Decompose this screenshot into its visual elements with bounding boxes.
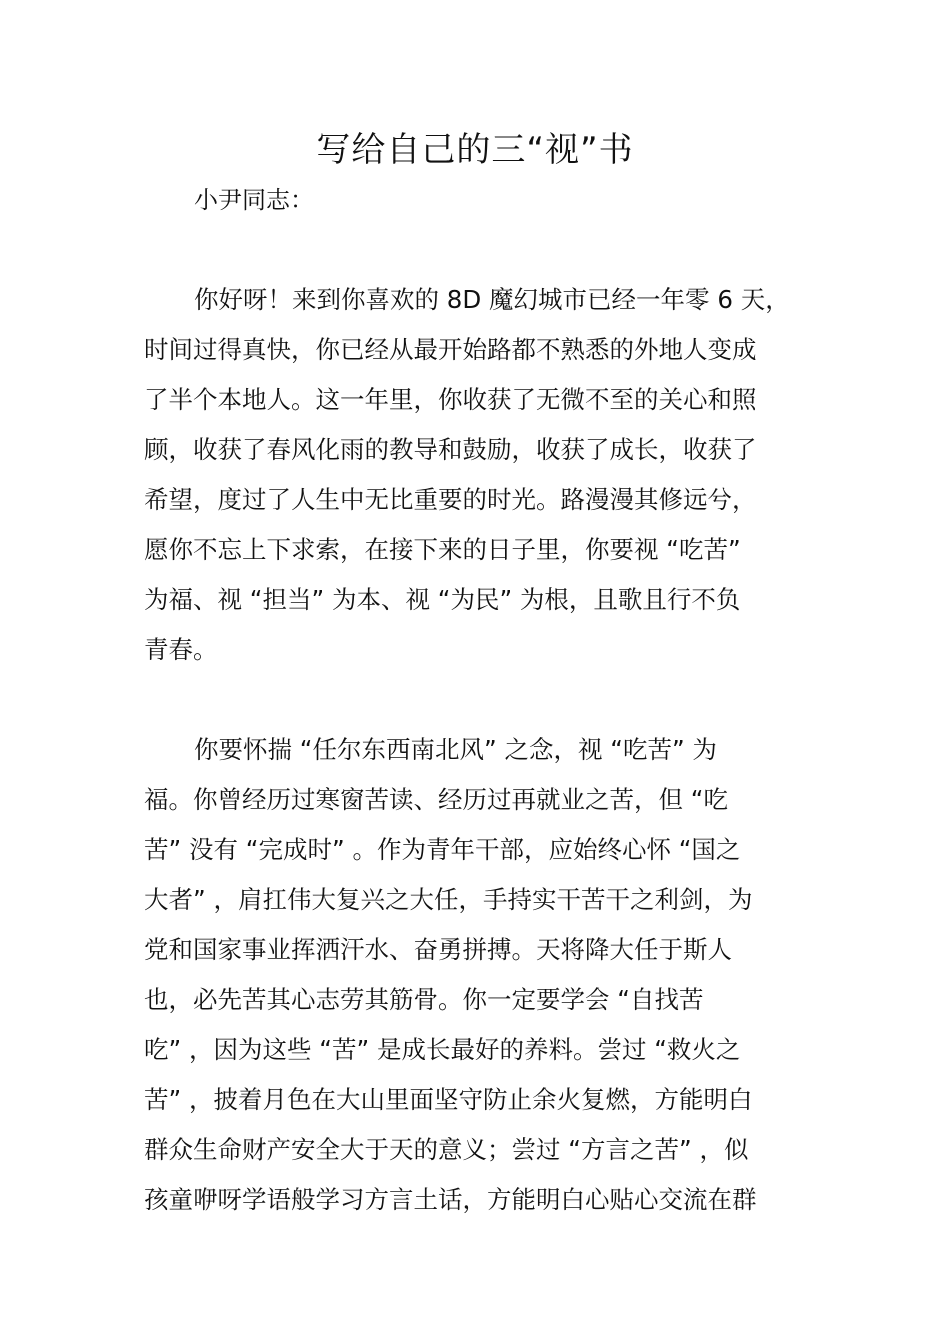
paragraph-line: 福。你曾经历过寒窗苦读、经历过再就业之苦，但 “吃	[144, 785, 728, 814]
paragraph-line: 你好呀！来到你喜欢的 8D 魔幻城市已经一年零 6 天，	[194, 285, 790, 314]
paragraph-1	[144, 275, 814, 675]
paragraph-line: 了半个本地人。这一年里，你收获了无微不至的关心和照	[144, 385, 757, 414]
paragraph-2	[144, 725, 814, 1225]
paragraph-line: 时间过得真快，你已经从最开始路都不熟悉的外地人变成	[144, 335, 757, 364]
paragraph-line: 党和国家事业挥洒汗水、奋勇拼搏。天将降大任于斯人	[144, 935, 732, 964]
paragraph-line: 愿你不忘上下求索，在接下来的日子里，你要视 “吃苦”	[144, 535, 741, 564]
paragraph-line: 大者” ，肩扛伟大复兴之大任，手持实干苦干之利剑，为	[144, 885, 753, 914]
paragraph-line: 青春。	[144, 635, 218, 664]
paragraph-line: 为福、视 “担当” 为本、视 “为民” 为根，且歌且行不负	[144, 585, 741, 614]
paragraph-line: 群众生命财产安全大于天的意义；尝过 “方言之苦” ，似	[144, 1135, 749, 1164]
salutation: 小尹同志：	[194, 186, 314, 214]
paragraph-line: 孩童咿呀学语般学习方言土话，方能明白心贴心交流在群	[144, 1185, 757, 1214]
paragraph-line: 希望，度过了人生中无比重要的时光。路漫漫其修远兮，	[144, 485, 757, 514]
paragraph-line: 吃” ，因为这些 “苦” 是成长最好的养料。尝过 “救火之	[144, 1035, 741, 1064]
paragraph-line: 苦” 没有 “完成时” 。作为青年干部，应始终心怀 “国之	[144, 835, 741, 864]
paragraph-line: 也，必先苦其心志劳其筋骨。你一定要学会 “自找苦	[144, 985, 704, 1014]
paragraph-line: 苦” ，披着月色在大山里面坚守防止余火复燃，方能明白	[144, 1085, 753, 1114]
paragraph-line: 顾，收获了春风化雨的教导和鼓励，收获了成长，收获了	[144, 435, 757, 464]
document-title: 写给自己的三“视”书	[316, 130, 634, 170]
paragraph-line: 你要怀揣 “任尔东西南北风” 之念，视 “吃苦” 为	[194, 735, 717, 764]
